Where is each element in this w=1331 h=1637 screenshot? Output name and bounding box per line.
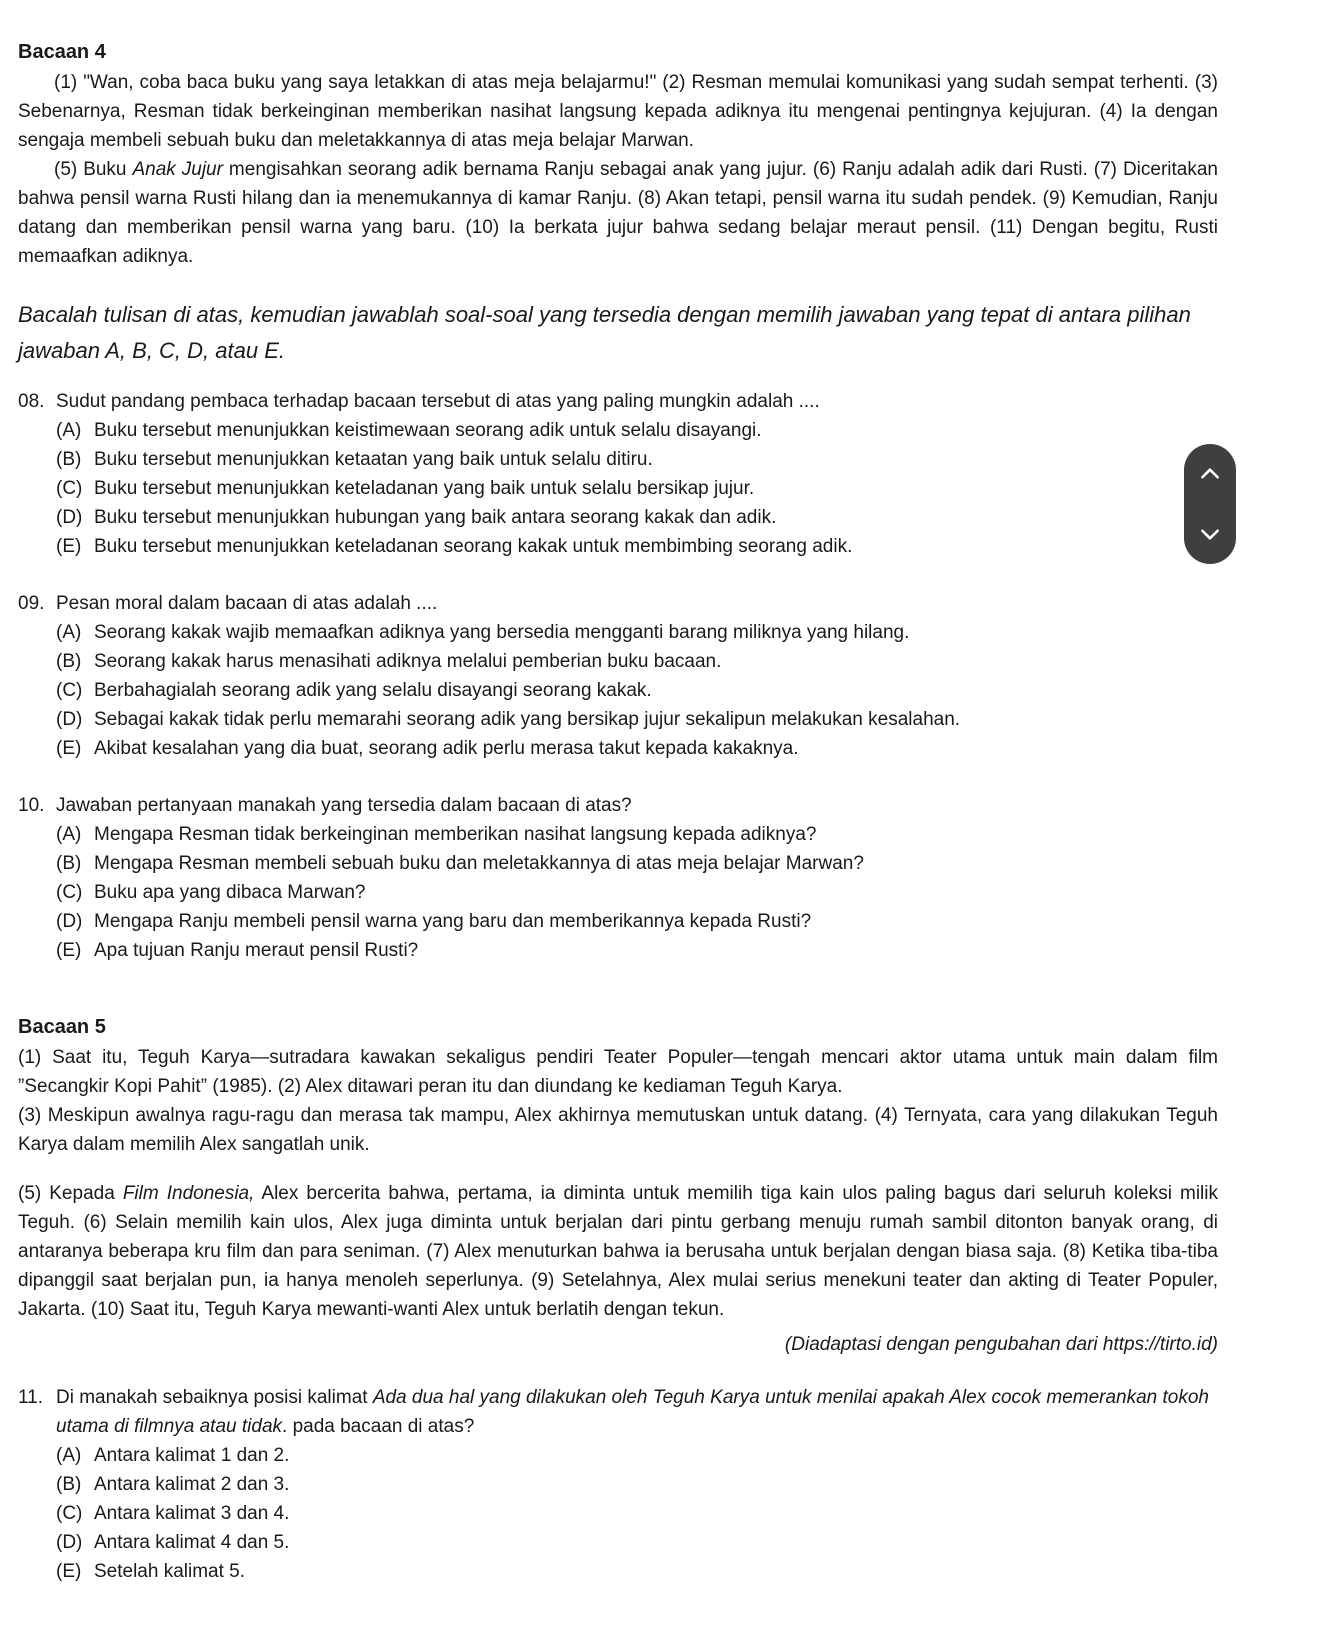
answer-option-e[interactable] xyxy=(18,734,1218,763)
option-text: Antara kalimat 2 dan 3. xyxy=(94,1474,290,1495)
spacer xyxy=(18,1159,1218,1179)
option-letter: (E) xyxy=(56,940,82,961)
question-number: 09. xyxy=(18,593,45,614)
answer-option-e[interactable] xyxy=(18,1557,1218,1586)
chevron-up-icon xyxy=(1197,461,1223,487)
magazine-title: Film Indonesia, xyxy=(122,1183,255,1204)
question-10 xyxy=(18,791,1218,965)
answer-option-b[interactable] xyxy=(18,445,1218,474)
option-text: Berbahagialah seorang adik yang selalu disayangi seorang kakak. xyxy=(94,680,652,701)
option-letter: (A) xyxy=(56,420,82,441)
option-text: Sebagai kakak tidak perlu memarahi seorang adik yang bersikap jujur sekalipun melakukan kesalahan. xyxy=(94,709,961,730)
question-11 xyxy=(18,1383,1218,1586)
stem-text: . pada bacaan di atas? xyxy=(282,1416,475,1437)
bacaan-5-paragraph-2: (3) Meskipun awalnya ragu-ragu dan merasa tak mampu, Alex akhirnya memutuskan untuk datang. (4) Ternyata, cara yang dilakukan Teguh Karya dalam memilih Alex sangatlah unik. xyxy=(18,1105,1218,1155)
option-letter: (E) xyxy=(56,738,82,759)
answer-option-a[interactable] xyxy=(18,820,1218,849)
stem-text: Di manakah sebaiknya posisi kalimat xyxy=(56,1387,373,1408)
question-text xyxy=(56,1383,1218,1441)
question-stem xyxy=(18,791,1218,820)
answer-option-a[interactable] xyxy=(18,416,1218,445)
para-text: Alex bercerita bahwa, pertama, ia diminta untuk memilih tiga kain ulos paling bagus dari seluruh koleksi milik Teguh. (6) Selain memilih kain ulos, Alex juga diminta untuk berjalan dari pintu gerbang menuju rumah sambil ditonton banyak orang, di antaranya beberapa kru film dan para seniman. (7) Alex menuturkan bahwa ia berusaha untuk berjalan dengan biasa saja. (8) Ketika tiba-tiba dipanggil saat berjalan pun, ia hanya menoleh seperlunya. (9) Setelahnya, Alex mulai serius menekuni teater dan akting di Teater Populer, Jakarta. (10) Saat itu, Teguh Karya mewanti-wanti Alex untuk berlatih dengan tekun. xyxy=(18,1183,1218,1320)
bacaan-4-heading: Bacaan 4 xyxy=(18,41,106,63)
answer-option-e[interactable] xyxy=(18,532,1218,561)
answer-option-a[interactable] xyxy=(18,618,1218,647)
option-letter: (B) xyxy=(56,853,82,874)
option-letter: (A) xyxy=(56,824,82,845)
quoted-sentence: Ada dua hal yang dilakukan oleh Teguh Karya untuk menilai apakah Alex cocok memerankan tokoh utama di filmnya atau tidak xyxy=(56,1387,1209,1437)
option-letter: (C) xyxy=(56,680,83,701)
bacaan-5-heading: Bacaan 5 xyxy=(18,1016,106,1038)
chevron-down-icon xyxy=(1197,521,1223,547)
option-text: Mengapa Resman tidak berkeinginan memberikan nasihat langsung kepada adiknya? xyxy=(94,824,817,845)
question-number: 08. xyxy=(18,391,45,412)
spacer xyxy=(18,993,1218,1013)
option-letter: (D) xyxy=(56,911,83,932)
option-letter: (C) xyxy=(56,478,83,499)
question-text: Jawaban pertanyaan manakah yang tersedia dalam bacaan di atas? xyxy=(56,795,632,816)
answer-option-d[interactable] xyxy=(18,907,1218,936)
answer-option-d[interactable] xyxy=(18,503,1218,532)
option-text: Buku tersebut menunjukkan keteladanan seorang kakak untuk membimbing seorang adik. xyxy=(94,536,853,557)
answer-option-c[interactable] xyxy=(18,1499,1218,1528)
question-list xyxy=(18,387,1218,965)
option-letter: (E) xyxy=(56,1561,82,1582)
answer-option-d[interactable] xyxy=(18,1528,1218,1557)
option-text: Buku tersebut menunjukkan hubungan yang baik antara seorang kakak dan adik. xyxy=(94,507,777,528)
option-text: Buku tersebut menunjukkan keteladanan yang baik untuk selalu bersikap jujur. xyxy=(94,478,755,499)
bacaan-4-paragraph-1: (1) "Wan, coba baca buku yang saya letakkan di atas meja belajarmu!" (2) Resman memulai komunikasi yang sudah sempat terhenti. (3) Sebenarnya, Resman tidak berkeinginan memberikan nasihat langsung kepada adiknya itu mengenai pentingnya kejujuran. (4) Ia dengan sengaja membeli sebuah buku dan meletakkannya di atas meja belajar Marwan. xyxy=(18,72,1218,151)
bacaan-5-paragraph-1: (1) Saat itu, Teguh Karya—sutradara kawakan sekaligus pendiri Teater Populer—tengah mencari aktor utama untuk main dalam film ”Secangkir Kopi Pahit” (1985). (2) Alex ditawari peran itu dan diundang ke kediaman Teguh Karya. xyxy=(18,1047,1218,1097)
option-text: Buku tersebut menunjukkan keistimewaan seorang adik untuk selalu disayangi. xyxy=(94,420,762,441)
option-text: Mengapa Ranju membeli pensil warna yang baru dan memberikannya kepada Rusti? xyxy=(94,911,812,932)
bacaan-4-paragraph-2 xyxy=(18,155,1218,271)
scroll-up-button[interactable] xyxy=(1190,454,1230,494)
option-text: Antara kalimat 4 dan 5. xyxy=(94,1532,290,1553)
option-text: Setelah kalimat 5. xyxy=(94,1561,246,1582)
option-text: Seorang kakak wajib memaafkan adiknya yang bersedia mengganti barang miliknya yang hilang. xyxy=(94,622,910,643)
option-letter: (B) xyxy=(56,1474,82,1495)
option-text: Apa tujuan Ranju meraut pensil Rusti? xyxy=(94,940,419,961)
option-text: Buku tersebut menunjukkan ketaatan yang baik untuk selalu ditiru. xyxy=(94,449,653,470)
option-letter: (A) xyxy=(56,1445,82,1466)
answer-option-d[interactable] xyxy=(18,705,1218,734)
question-09 xyxy=(18,589,1218,763)
answer-option-b[interactable] xyxy=(18,849,1218,878)
question-number: 11. xyxy=(18,1387,44,1408)
question-stem xyxy=(18,1383,1218,1441)
answer-option-c[interactable] xyxy=(18,474,1218,503)
option-letter: (C) xyxy=(56,1503,83,1524)
option-letter: (B) xyxy=(56,651,82,672)
scroll-navigation xyxy=(1184,444,1236,564)
option-letter: (B) xyxy=(56,449,82,470)
question-08 xyxy=(18,387,1218,561)
option-text: Mengapa Resman membeli sebuah buku dan meletakkannya di atas meja belajar Marwan? xyxy=(94,853,864,874)
answer-option-b[interactable] xyxy=(18,647,1218,676)
option-letter: (A) xyxy=(56,622,82,643)
answer-option-b[interactable] xyxy=(18,1470,1218,1499)
option-letter: (D) xyxy=(56,709,83,730)
bacaan-5-paragraph-3 xyxy=(18,1179,1218,1324)
para-text: mengisahkan seorang adik bernama Ranju sebagai anak yang jujur. (6) Ranju adalah adik dari Rusti. (7) Diceritakan bahwa pensil warna Rusti hilang dan ia menemukannya di kamar Ranju. (8) Akan tetapi, pensil warna itu sudah pendek. (9) Kemudian, Ranju datang dan memberikan pensil warna yang baru. (10) Ia berkata jujur bahwa sedang belajar meraut pensil. (11) Dengan begitu, Rusti memaafkan adiknya. xyxy=(18,159,1218,267)
question-text: Pesan moral dalam bacaan di atas adalah .... xyxy=(56,593,438,614)
answer-option-e[interactable] xyxy=(18,936,1218,965)
para-text: (5) Buku xyxy=(54,159,133,180)
option-text: Antara kalimat 3 dan 4. xyxy=(94,1503,290,1524)
document-page xyxy=(18,38,1218,1614)
book-title: Anak Jujur xyxy=(132,159,223,180)
answer-option-c[interactable] xyxy=(18,878,1218,907)
question-text: Sudut pandang pembaca terhadap bacaan tersebut di atas yang paling mungkin adalah .... xyxy=(56,391,820,412)
option-text: Akibat kesalahan yang dia buat, seorang adik perlu merasa takut kepada kakaknya. xyxy=(94,738,799,759)
instruction-text: Bacalah tulisan di atas, kemudian jawablah soal-soal yang tersedia dengan memilih jawaban yang tepat di antara pilihan jawaban A, B, C, D, atau E. xyxy=(18,302,1191,363)
option-text: Seorang kakak harus menasihati adiknya melalui pemberian buku bacaan. xyxy=(94,651,722,672)
option-text: Buku apa yang dibaca Marwan? xyxy=(94,882,366,903)
option-letter: (D) xyxy=(56,507,83,528)
option-letter: (D) xyxy=(56,1532,83,1553)
answer-option-c[interactable] xyxy=(18,676,1218,705)
question-stem xyxy=(18,387,1218,416)
scroll-down-button[interactable] xyxy=(1190,514,1230,554)
question-number: 10. xyxy=(18,795,45,816)
para-text: (5) Kepada xyxy=(18,1183,123,1204)
option-text: Antara kalimat 1 dan 2. xyxy=(94,1445,290,1466)
answer-option-a[interactable] xyxy=(18,1441,1218,1470)
question-stem xyxy=(18,589,1218,618)
option-letter: (E) xyxy=(56,536,82,557)
source-citation: (Diadaptasi dengan pengubahan dari https://tirto.id) xyxy=(784,1334,1218,1355)
option-letter: (C) xyxy=(56,882,83,903)
